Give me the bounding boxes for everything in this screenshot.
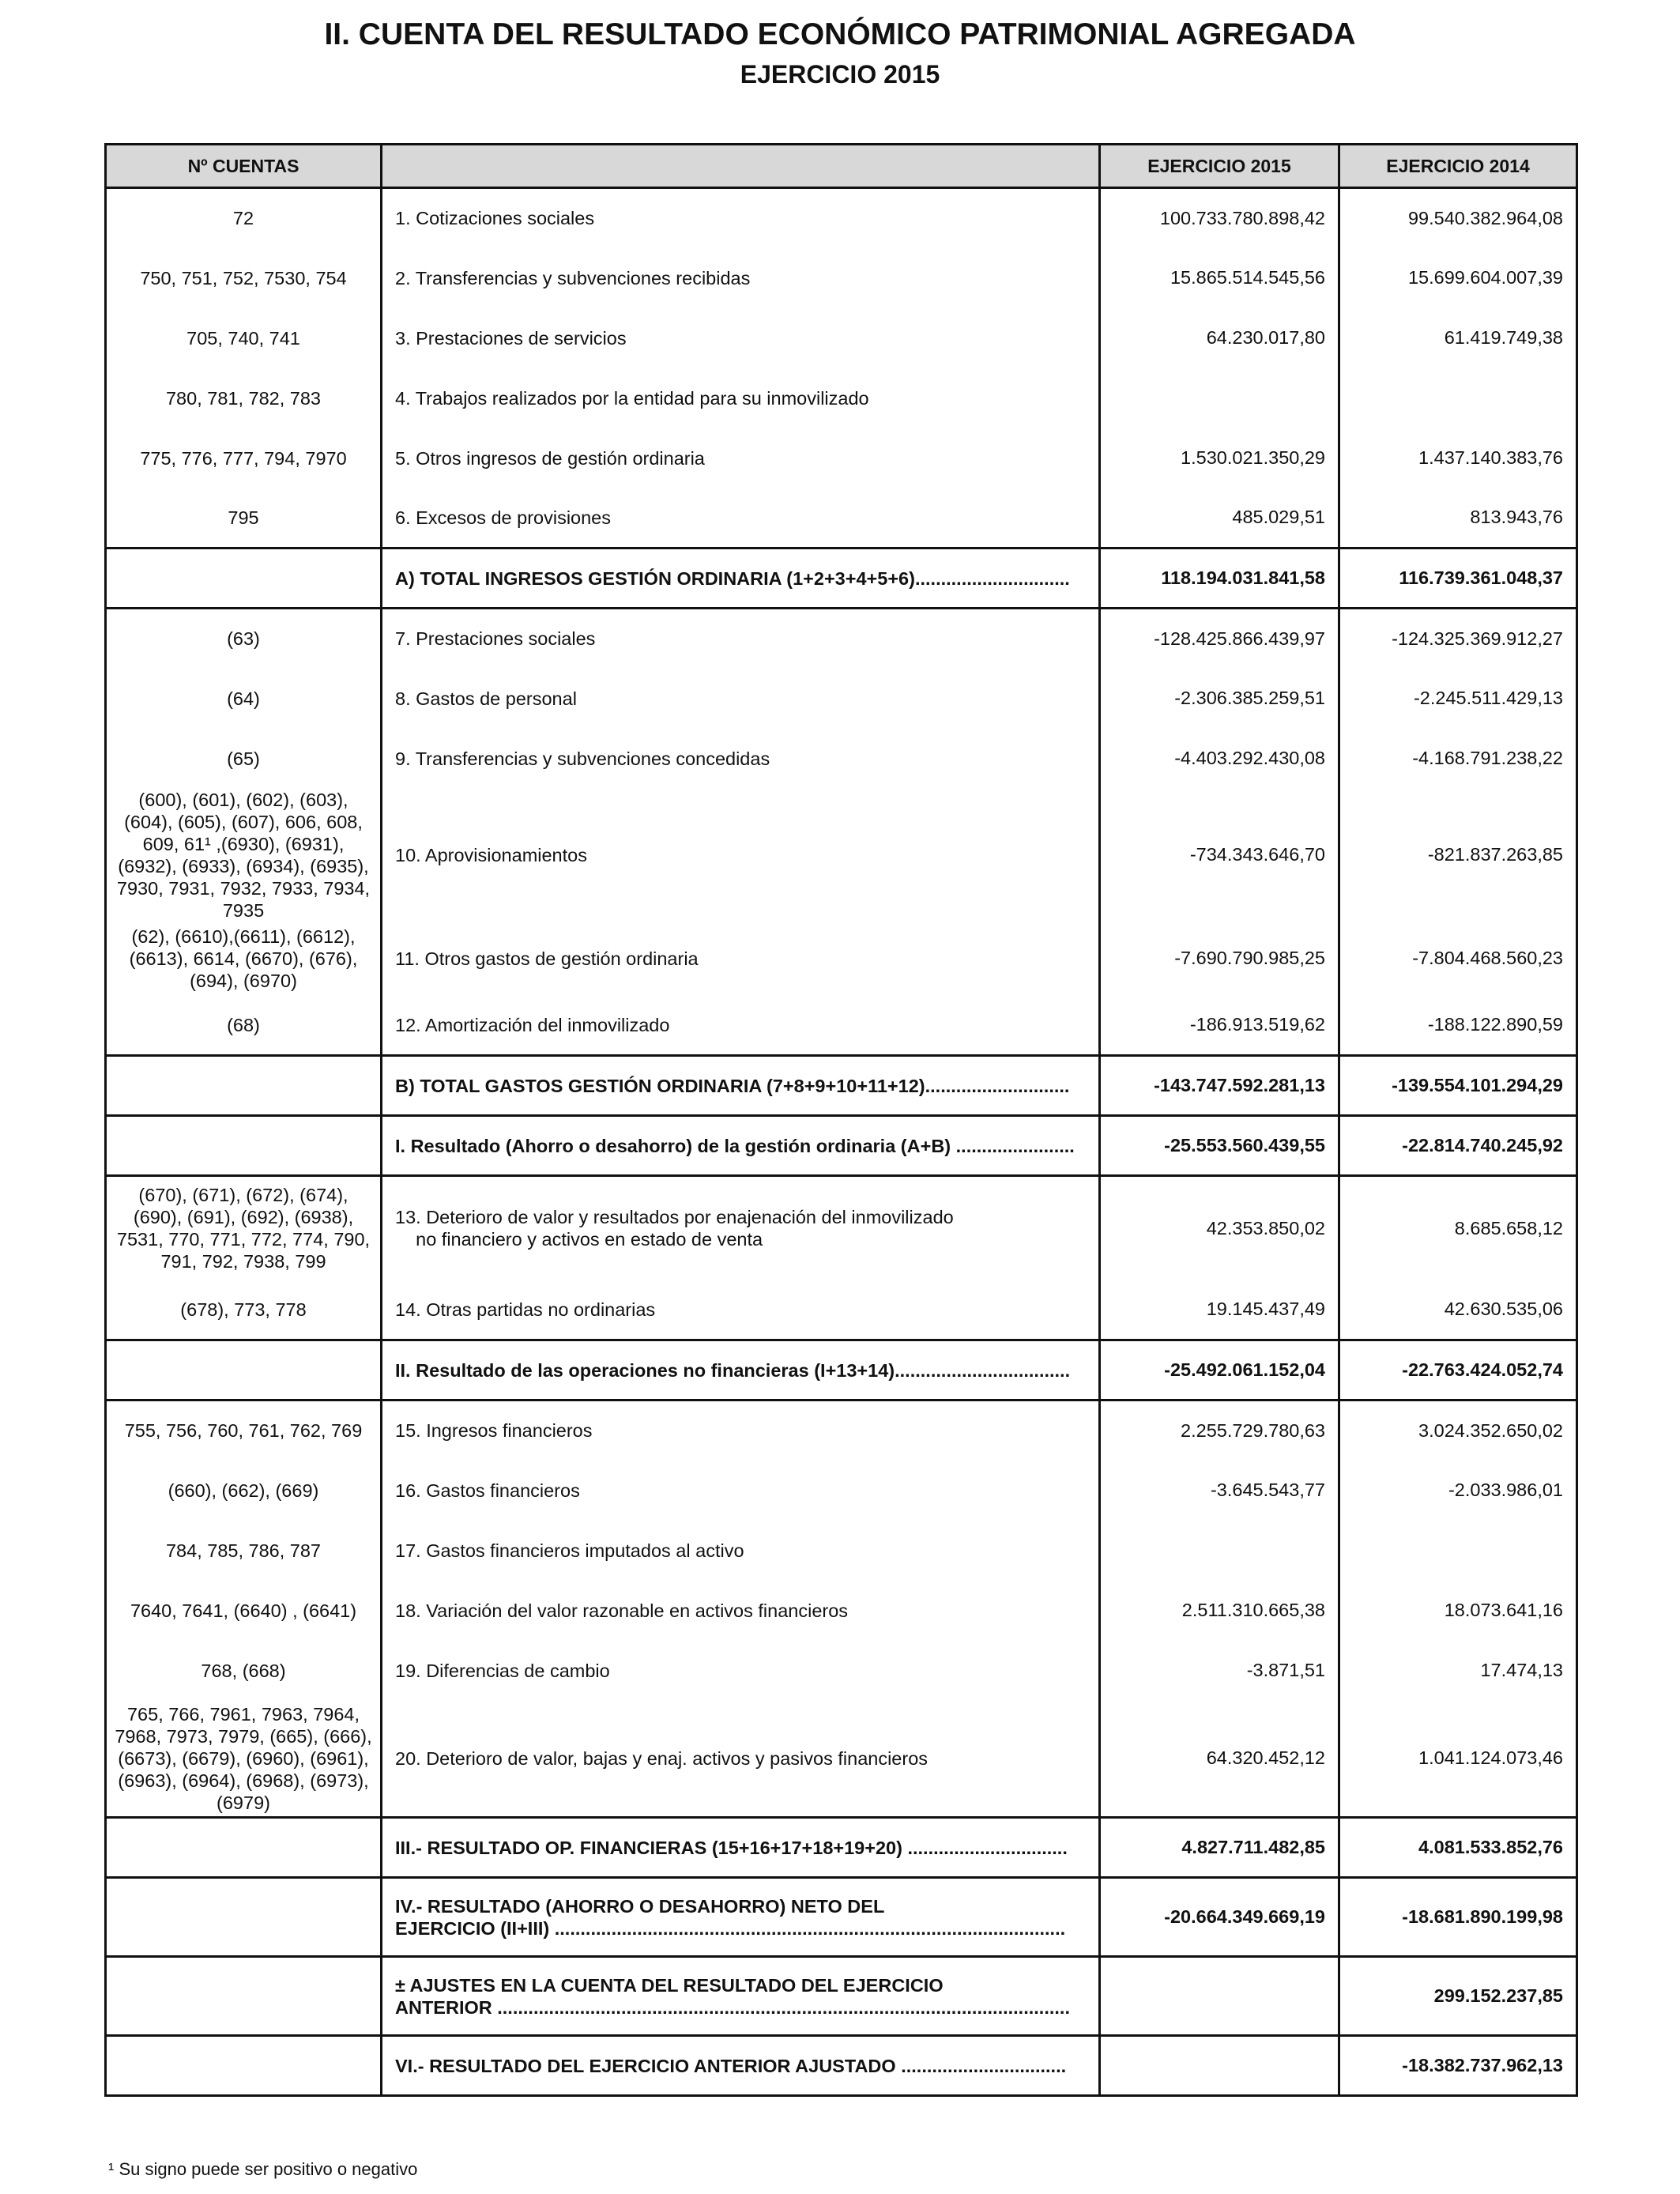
accounts-cell: (660), (662), (669) — [106, 1461, 382, 1521]
value-2015-cell: -3.645.543,77 — [1100, 1461, 1339, 1521]
value-2014-cell: -2.033.986,01 — [1339, 1461, 1577, 1521]
total-row — [106, 1340, 1577, 1400]
accounts-cell: 784, 785, 786, 787 — [106, 1521, 382, 1581]
accounts-cell — [106, 2036, 382, 2096]
value-2015-cell: -128.425.866.439,97 — [1100, 609, 1339, 669]
table-row — [106, 308, 1577, 368]
value-2015-cell: 100.733.780.898,42 — [1100, 188, 1339, 248]
total-row — [106, 548, 1577, 609]
value-2015-cell: -734.343.646,70 — [1100, 789, 1339, 922]
value-2015-cell: -2.306.385.259,51 — [1100, 669, 1339, 729]
concept-cell: 17. Gastos financieros imputados al activo — [382, 1521, 1100, 1581]
table-row — [106, 188, 1577, 248]
value-2015-cell: 42.353.850,02 — [1100, 1176, 1339, 1280]
value-2014-cell — [1339, 1521, 1577, 1581]
concept-cell: 8. Gastos de personal — [382, 669, 1100, 729]
value-2014-cell: 99.540.382.964,08 — [1339, 188, 1577, 248]
report-subtitle: EJERCICIO 2015 — [740, 60, 940, 89]
accounts-cell: (64) — [106, 669, 382, 729]
value-2014-cell: -4.168.791.238,22 — [1339, 729, 1577, 789]
concept-cell: 18. Variación del valor razonable en activos financieros — [382, 1581, 1100, 1641]
value-2015-cell: 2.511.310.665,38 — [1100, 1581, 1339, 1641]
accounts-cell: (678), 773, 778 — [106, 1280, 382, 1340]
accounts-cell: 7640, 7641, (6640) , (6641) — [106, 1581, 382, 1641]
total-row — [106, 1818, 1577, 1878]
accounts-cell: 750, 751, 752, 7530, 754 — [106, 248, 382, 308]
value-2014-cell: -18.382.737.962,13 — [1339, 2036, 1577, 2096]
total-row — [106, 1056, 1577, 1116]
value-2015-cell — [1100, 1521, 1339, 1581]
value-2015-cell: -3.871,51 — [1100, 1641, 1339, 1701]
value-2015-cell: 1.530.021.350,29 — [1100, 428, 1339, 488]
value-2014-cell: 61.419.749,38 — [1339, 308, 1577, 368]
table-row — [106, 428, 1577, 488]
value-2014-cell: 299.152.237,85 — [1339, 1957, 1577, 2036]
accounts-cell: 72 — [106, 188, 382, 248]
concept-cell: ± AJUSTES EN LA CUENTA DEL RESULTADO DEL EJERCICIO ANTERIOR ............................................................................................................... — [382, 1957, 1100, 2036]
value-2014-cell: 15.699.604.007,39 — [1339, 248, 1577, 308]
concept-cell: 7. Prestaciones sociales — [382, 609, 1100, 669]
accounts-cell: (65) — [106, 729, 382, 789]
value-2014-cell: -22.814.740.245,92 — [1339, 1116, 1577, 1176]
value-2014-cell: 116.739.361.048,37 — [1339, 548, 1577, 609]
concept-cell: VI.- RESULTADO DEL EJERCICIO ANTERIOR AJUSTADO ................................ — [382, 2036, 1100, 2096]
accounts-cell: 755, 756, 760, 761, 762, 769 — [106, 1400, 382, 1461]
concept-cell: 1. Cotizaciones sociales — [382, 188, 1100, 248]
accounts-cell: 768, (668) — [106, 1641, 382, 1701]
value-2015-cell: 2.255.729.780,63 — [1100, 1400, 1339, 1461]
value-2015-cell: -20.664.349.669,19 — [1100, 1878, 1339, 1957]
value-2015-cell: -25.492.061.152,04 — [1100, 1340, 1339, 1400]
value-2015-cell: -186.913.519,62 — [1100, 996, 1339, 1056]
value-2014-cell: 1.041.124.073,46 — [1339, 1701, 1577, 1818]
table-row — [106, 488, 1577, 548]
value-2014-cell: -2.245.511.429,13 — [1339, 669, 1577, 729]
table-row — [106, 609, 1577, 669]
table-row — [106, 1701, 1577, 1818]
accounts-cell: 780, 781, 782, 783 — [106, 368, 382, 428]
value-2015-cell — [1100, 2036, 1339, 2096]
accounts-cell — [106, 1878, 382, 1957]
accounts-cell — [106, 1957, 382, 2036]
concept-cell: 13. Deterioro de valor y resultados por enajenación del inmovilizado no financiero y activos en estado de venta — [382, 1176, 1100, 1280]
value-2015-cell: 485.029,51 — [1100, 488, 1339, 548]
value-2015-cell — [1100, 368, 1339, 428]
table-row — [106, 996, 1577, 1056]
table-row — [106, 368, 1577, 428]
accounts-cell: (670), (671), (672), (674), (690), (691), (692), (6938), 7531, 770, 771, 772, 774, 790, 791, 792, 7938, 799 — [106, 1176, 382, 1280]
accounts-cell: (62), (6610),(6611), (6612), (6613), 6614, (6670), (676), (694), (6970) — [106, 922, 382, 996]
column-header-2014: EJERCICIO 2014 — [1339, 145, 1577, 188]
value-2015-cell — [1100, 1957, 1339, 2036]
value-2014-cell: -7.804.468.560,23 — [1339, 922, 1577, 996]
value-2015-cell: -4.403.292.430,08 — [1100, 729, 1339, 789]
value-2014-cell: -22.763.424.052,74 — [1339, 1340, 1577, 1400]
table-row — [106, 729, 1577, 789]
accounts-cell — [106, 1056, 382, 1116]
value-2014-cell: 4.081.533.852,76 — [1339, 1818, 1577, 1878]
value-2015-cell: 64.230.017,80 — [1100, 308, 1339, 368]
concept-cell: I. Resultado (Ahorro o desahorro) de la gestión ordinaria (A+B) ....................... — [382, 1116, 1100, 1176]
concept-cell: 10. Aprovisionamientos — [382, 789, 1100, 922]
concept-cell: 20. Deterioro de valor, bajas y enaj. activos y pasivos financieros — [382, 1701, 1100, 1818]
table-row — [106, 1461, 1577, 1521]
value-2014-cell: 1.437.140.383,76 — [1339, 428, 1577, 488]
concept-cell: B) TOTAL GASTOS GESTIÓN ORDINARIA (7+8+9+10+11+12)............................ — [382, 1056, 1100, 1116]
accounts-cell — [106, 548, 382, 609]
accounts-cell — [106, 1340, 382, 1400]
column-header-2015: EJERCICIO 2015 — [1100, 145, 1339, 188]
value-2014-cell: 18.073.641,16 — [1339, 1581, 1577, 1641]
value-2014-cell: -821.837.263,85 — [1339, 789, 1577, 922]
total-row — [106, 2036, 1577, 2096]
table-row — [106, 1521, 1577, 1581]
accounts-cell: 775, 776, 777, 794, 7970 — [106, 428, 382, 488]
concept-cell: 16. Gastos financieros — [382, 1461, 1100, 1521]
concept-cell: A) TOTAL INGRESOS GESTIÓN ORDINARIA (1+2+3+4+5+6).............................. — [382, 548, 1100, 609]
concept-cell: 3. Prestaciones de servicios — [382, 308, 1100, 368]
concept-cell: 9. Transferencias y subvenciones concedidas — [382, 729, 1100, 789]
value-2014-cell: -139.554.101.294,29 — [1339, 1056, 1577, 1116]
concept-cell: 6. Excesos de provisiones — [382, 488, 1100, 548]
concept-cell: 5. Otros ingresos de gestión ordinaria — [382, 428, 1100, 488]
concept-cell: 2. Transferencias y subvenciones recibidas — [382, 248, 1100, 308]
value-2014-cell: 8.685.658,12 — [1339, 1176, 1577, 1280]
concept-cell: 12. Amortización del inmovilizado — [382, 996, 1100, 1056]
value-2014-cell: 42.630.535,06 — [1339, 1280, 1577, 1340]
concept-cell: IV.- RESULTADO (AHORRO O DESAHORRO) NETO DEL EJERCICIO (II+III) ................................................................................................... — [382, 1878, 1100, 1957]
column-header-accounts: Nº CUENTAS — [106, 145, 382, 188]
value-2015-cell: 4.827.711.482,85 — [1100, 1818, 1339, 1878]
table-row — [106, 922, 1577, 996]
value-2015-cell: -25.553.560.439,55 — [1100, 1116, 1339, 1176]
accounts-cell — [106, 1116, 382, 1176]
table-row — [106, 248, 1577, 308]
value-2014-cell: 813.943,76 — [1339, 488, 1577, 548]
value-2015-cell: 64.320.452,12 — [1100, 1701, 1339, 1818]
value-2014-cell: 17.474,13 — [1339, 1641, 1577, 1701]
table-row — [106, 1581, 1577, 1641]
accounts-cell: 765, 766, 7961, 7963, 7964, 7968, 7973, 7979, (665), (666), (6673), (6679), (6960), (6961), (6963), (6964), (6968), (6973), (6979) — [106, 1701, 382, 1818]
value-2015-cell: -7.690.790.985,25 — [1100, 922, 1339, 996]
concept-cell: III.- RESULTADO OP. FINANCIERAS (15+16+17+18+19+20) ............................... — [382, 1818, 1100, 1878]
concept-cell: II. Resultado de las operaciones no financieras (I+13+14).................................. — [382, 1340, 1100, 1400]
concept-cell: 19. Diferencias de cambio — [382, 1641, 1100, 1701]
value-2015-cell: 15.865.514.545,56 — [1100, 248, 1339, 308]
table-row — [106, 1176, 1577, 1280]
value-2015-cell: -143.747.592.281,13 — [1100, 1056, 1339, 1116]
table-row — [106, 669, 1577, 729]
report-title: II. CUENTA DEL RESULTADO ECONÓMICO PATRIMONIAL AGREGADA — [324, 17, 1356, 51]
table-row — [106, 1400, 1577, 1461]
table-row — [106, 1280, 1577, 1340]
results-table — [104, 143, 1578, 2097]
accounts-cell: (600), (601), (602), (603), (604), (605), (607), 606, 608, 609, 61¹ ,(6930), (6931), (6932), (6933), (6934), (6935), 7930, 7931, 7932, 7933, 7934, 7935 — [106, 789, 382, 922]
value-2014-cell — [1339, 368, 1577, 428]
accounts-cell: (63) — [106, 609, 382, 669]
accounts-cell: (68) — [106, 996, 382, 1056]
value-2014-cell: 3.024.352.650,02 — [1339, 1400, 1577, 1461]
total-row — [106, 1116, 1577, 1176]
footnote: ¹ Su signo puede ser positivo o negativo — [108, 2159, 418, 2179]
total-row — [106, 1878, 1577, 1957]
column-header-concept — [382, 145, 1100, 188]
value-2015-cell: 118.194.031.841,58 — [1100, 548, 1339, 609]
table-header-row — [106, 145, 1577, 188]
table-row — [106, 789, 1577, 922]
concept-cell: 4. Trabajos realizados por la entidad para su inmovilizado — [382, 368, 1100, 428]
value-2014-cell: -18.681.890.199,98 — [1339, 1878, 1577, 1957]
accounts-cell — [106, 1818, 382, 1878]
value-2014-cell: -124.325.369.912,27 — [1339, 609, 1577, 669]
table-row — [106, 1641, 1577, 1701]
value-2015-cell: 19.145.437,49 — [1100, 1280, 1339, 1340]
accounts-cell: 795 — [106, 488, 382, 548]
concept-cell: 15. Ingresos financieros — [382, 1400, 1100, 1461]
accounts-cell: 705, 740, 741 — [106, 308, 382, 368]
concept-cell: 14. Otras partidas no ordinarias — [382, 1280, 1100, 1340]
total-row — [106, 1957, 1577, 2036]
concept-cell: 11. Otros gastos de gestión ordinaria — [382, 922, 1100, 996]
value-2014-cell: -188.122.890,59 — [1339, 996, 1577, 1056]
